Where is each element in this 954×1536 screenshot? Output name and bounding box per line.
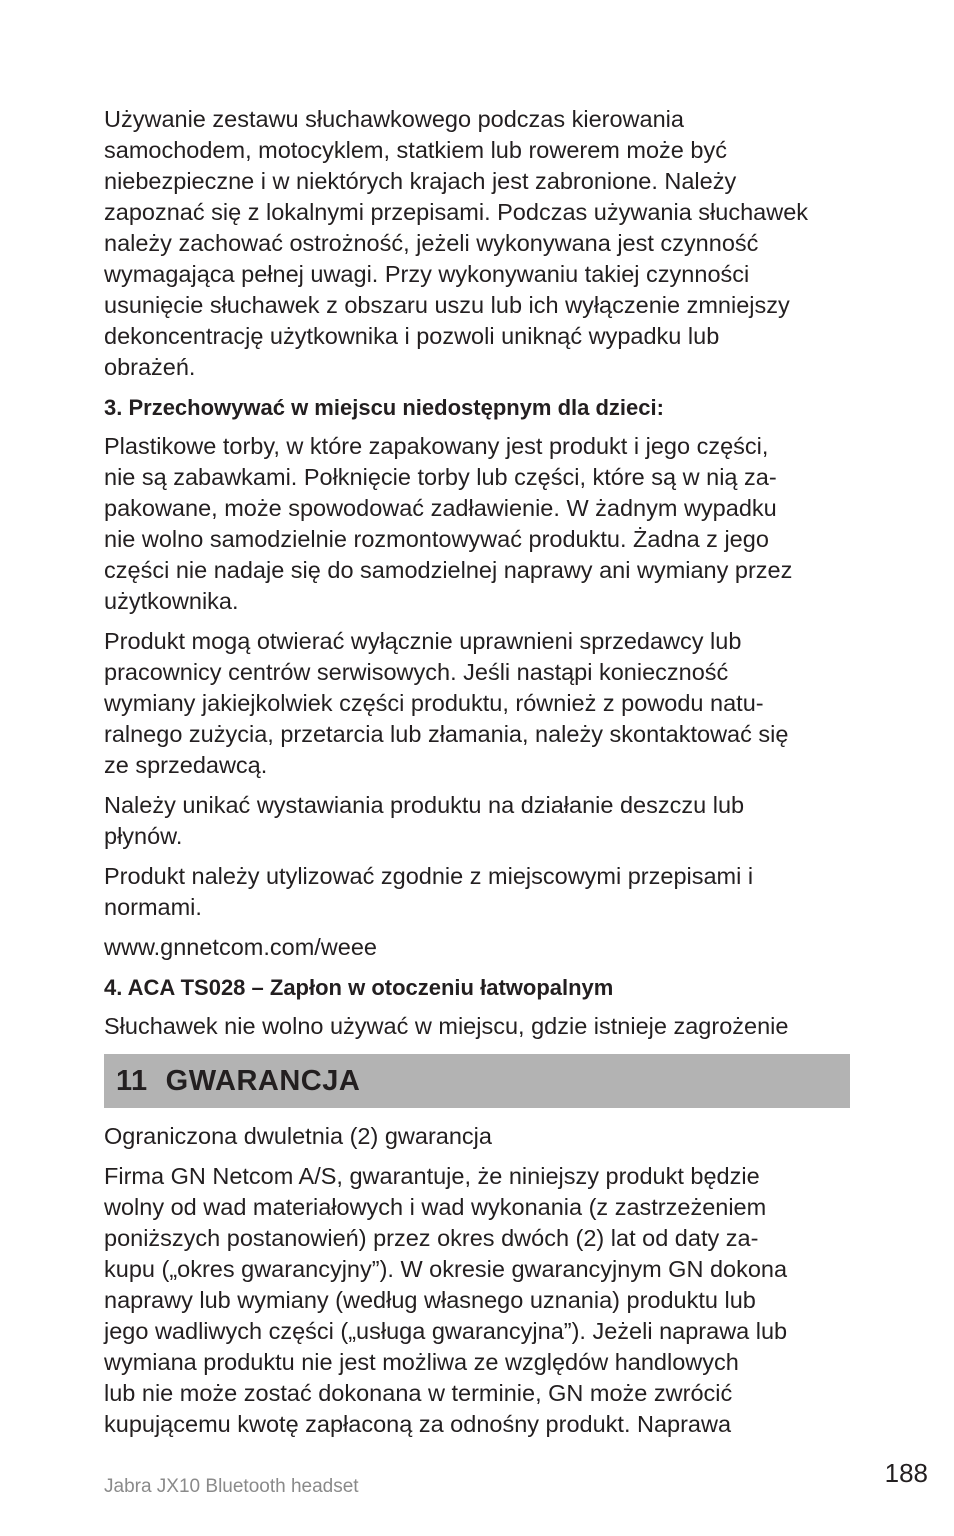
text-line: poniższych postanowień) przez okres dwóch (2) lat od daty za-: [104, 1225, 759, 1251]
paragraph-service: [104, 626, 850, 781]
text-line: Plastikowe torby, w które zapakowany jest produkt i jego części,: [104, 433, 769, 459]
text-line: wymiana produktu nie jest możliwa ze względów handlowych: [104, 1349, 739, 1375]
paragraph-flammable: [104, 1011, 850, 1042]
text-line: kupu („okres gwarancyjny”). W okresie gwarancyjnym GN dokona: [104, 1256, 788, 1282]
paragraph-driving-safety: [104, 104, 850, 383]
text-line: niebezpieczne i w niektórych krajach jest zabronione. Należy: [104, 168, 737, 194]
text-line: Używanie zestawu słuchawkowego podczas kierowania: [104, 106, 684, 132]
text-line: Należy unikać wystawiania produktu na działanie deszczu lub: [104, 792, 745, 818]
paragraph-plastic-bags: [104, 431, 850, 617]
text-line: nie wolno samodzielnie rozmontowywać produktu. Żadna z jego: [104, 526, 769, 552]
section-heading-band: [104, 1054, 850, 1108]
subheading-ignition: [104, 972, 850, 1003]
text-line: Produkt mogą otwierać wyłącznie uprawnieni sprzedawcy lub: [104, 628, 742, 654]
subheading-text: 3. Przechowywać w miejscu niedostępnym dla dzieci:: [104, 395, 664, 420]
text-line: wymagająca pełnej uwagi. Przy wykonywaniu takiej czynności: [104, 261, 750, 287]
footer-product-name: Jabra JX10 Bluetooth headset: [104, 1476, 359, 1497]
text-line: pracownicy centrów serwisowych. Jeśli nastąpi konieczność: [104, 659, 729, 685]
text-line: kupującemu kwotę zapłaconą za odnośny produkt. Naprawa: [104, 1411, 732, 1437]
text-line: lub nie może zostać dokonana w terminie, GN może zwrócić: [104, 1380, 733, 1406]
text-line: zapoznać się z lokalnymi przepisami. Podczas używania słuchawek: [104, 199, 809, 225]
paragraph-disposal: [104, 861, 850, 923]
weee-url: www.gnnetcom.com/weee: [104, 934, 377, 960]
text-line: usunięcie słuchawek z obszaru uszu lub ich wyłączenie zmniejszy: [104, 292, 790, 318]
text-line: obrażeń.: [104, 354, 196, 380]
page-content: [104, 104, 850, 1449]
text-line: użytkownika.: [104, 588, 239, 614]
text-line: Ograniczona dwuletnia (2) gwarancja: [104, 1123, 492, 1149]
paragraph-warranty-title: [104, 1121, 850, 1152]
section-title: [104, 1065, 360, 1098]
text-line: płynów.: [104, 823, 183, 849]
text-line: Firma GN Netcom A/S, gwarantuje, że niniejszy produkt będzie: [104, 1163, 760, 1189]
text-line: ralnego zużycia, przetarcia lub złamania, należy skontaktować się: [104, 721, 789, 747]
text-line: Produkt należy utylizować zgodnie z miejscowymi przepisami i: [104, 863, 754, 889]
subheading-children-safety: [104, 392, 850, 423]
text-line: ze sprzedawcą.: [104, 752, 268, 778]
text-line: Słuchawek nie wolno używać w miejscu, gdzie istnieje zagrożenie: [104, 1013, 789, 1039]
page-number: 188: [884, 1458, 928, 1488]
text-line: wolny od wad materiałowych i wad wykonania (z zastrzeżeniem: [104, 1194, 767, 1220]
subheading-text: 4. ACA TS028 – Zapłon w otoczeniu łatwopalnym: [104, 975, 614, 1000]
text-line: normami.: [104, 894, 202, 920]
section-title-text: GWARANCJA: [165, 1064, 361, 1097]
text-line: naprawy lub wymiany (według własnego uznania) produktu lub: [104, 1287, 756, 1313]
text-line: nie są zabawkami. Połknięcie torby lub części, które są w nią za-: [104, 464, 777, 490]
text-line: części nie nadaje się do samodzielnej naprawy ani wymiany przez: [104, 557, 793, 583]
text-line: należy zachować ostrożność, jeżeli wykonywana jest czynność: [104, 230, 759, 256]
section-number: 11: [116, 1064, 148, 1097]
paragraph-rain: [104, 790, 850, 852]
text-line: jego wadliwych części („usługa gwarancyjna”). Jeżeli naprawa lub: [104, 1318, 788, 1344]
text-line: wymiany jakiejkolwiek części produktu, również z powodu natu-: [104, 690, 764, 716]
paragraph-weee-url: [104, 932, 850, 963]
text-line: dekoncentrację użytkownika i pozwoli uniknąć wypadku lub: [104, 323, 720, 349]
text-line: pakowane, może spowodować zadławienie. W żadnym wypadku: [104, 495, 777, 521]
text-line: samochodem, motocyklem, statkiem lub rowerem może być: [104, 137, 727, 163]
paragraph-warranty-body: [104, 1161, 850, 1440]
